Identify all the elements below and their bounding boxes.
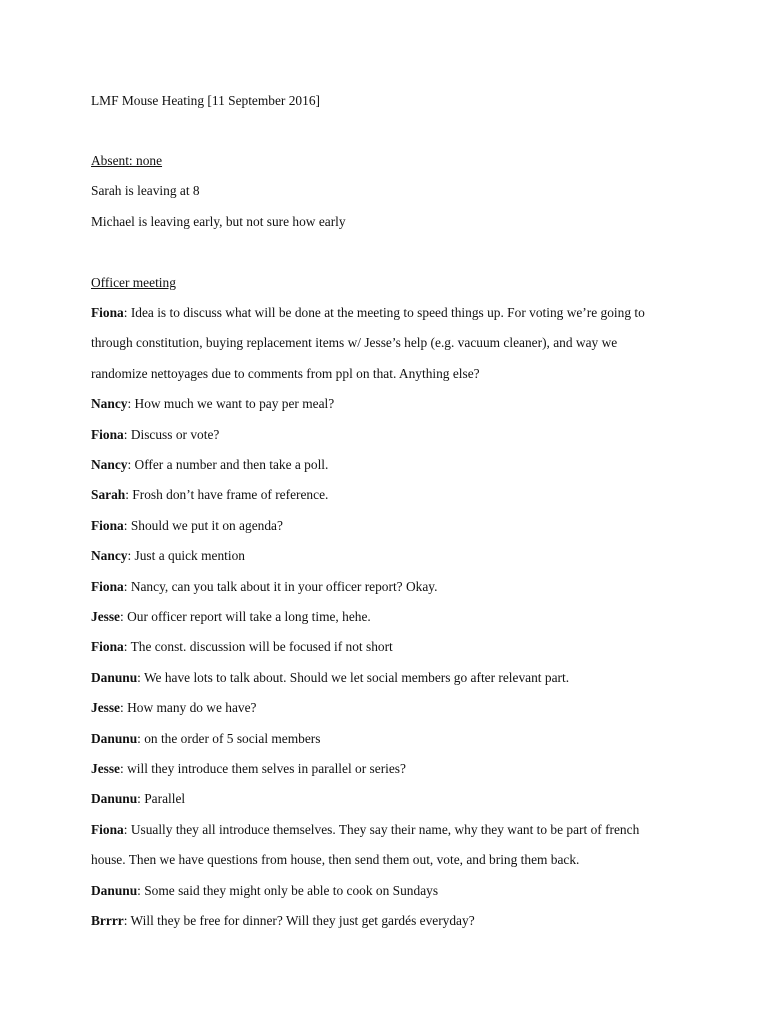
transcript-line	[91, 579, 730, 595]
utterance-text: : How many do we have?	[120, 700, 257, 716]
transcript-line	[91, 639, 730, 655]
speaker-name: Fiona	[91, 578, 124, 594]
speaker-name: Nancy	[91, 396, 128, 412]
transcript-line	[91, 427, 730, 443]
section-heading: Officer meeting	[91, 275, 176, 290]
absent-heading: Absent: none	[91, 153, 163, 168]
transcript-line	[91, 335, 730, 351]
speaker-name: Nancy	[91, 457, 128, 472]
speaker-name: Fiona	[91, 426, 124, 442]
speaker-name: Jesse	[91, 700, 121, 716]
utterance-text: : Offer a number and then take a poll.	[127, 457, 329, 472]
transcript-line	[91, 487, 730, 503]
utterance-text: : Frosh don’t have frame of reference.	[125, 487, 329, 503]
speaker-name: Fiona	[91, 639, 124, 655]
transcript-line	[91, 366, 730, 382]
speaker-name: Jesse	[91, 761, 121, 776]
transcript-line	[91, 913, 730, 929]
utterance-text: through constitution, buying replacement items w/ Jesse’s help (e.g. vacuum cleaner), and way we	[91, 335, 618, 351]
transcript-line	[91, 761, 730, 777]
transcript-line	[91, 791, 730, 807]
utterance-text: : Will they be free for dinner? Will they just get gardés everyday?	[123, 913, 475, 928]
utterance-text: : Our officer report will take a long time, hehe.	[120, 609, 371, 624]
utterance-text: : Idea is to discuss what will be done at the meeting to speed things up. For voting we’re going to	[123, 305, 645, 320]
utterance-text: : Some said they might only be able to cook on Sundays	[137, 882, 439, 898]
transcript-line	[91, 518, 730, 534]
transcript-line	[91, 457, 730, 473]
transcript-line	[91, 731, 730, 747]
transcript-line	[91, 700, 730, 716]
transcript-line	[91, 609, 730, 625]
transcript-line	[91, 305, 730, 321]
document-title: LMF Mouse Heating [11 September 2016]	[91, 93, 320, 108]
utterance-text: : How much we want to pay per meal?	[127, 396, 335, 412]
transcript-line	[91, 548, 730, 564]
utterance-text: randomize nettoyages due to comments from ppl on that. Anything else?	[91, 365, 480, 381]
speaker-name: Danunu	[91, 730, 138, 746]
speaker-name: Jesse	[91, 609, 121, 624]
utterance-text: : Usually they all introduce themselves. They say their name, why they want to be part of french	[123, 821, 640, 837]
transcript-line	[91, 883, 730, 899]
speaker-name: Sarah	[91, 487, 126, 503]
utterance-text: : will they introduce them selves in parallel or series?	[120, 761, 406, 776]
speaker-name: Fiona	[91, 821, 124, 837]
speaker-name: Nancy	[91, 548, 128, 564]
note-line: Sarah is leaving at 8	[91, 183, 200, 198]
speaker-name: Danunu	[91, 669, 138, 685]
utterance-text: house. Then we have questions from house, then send them out, vote, and bring them back.	[91, 852, 580, 868]
utterance-text: : We have lots to talk about. Should we let social members go after relevant part.	[137, 669, 570, 685]
speaker-name: Danunu	[91, 791, 138, 807]
speaker-name: Danunu	[91, 882, 138, 898]
speaker-name: Brrrr	[91, 913, 124, 928]
note-line: Michael is leaving early, but not sure how early	[91, 214, 346, 229]
transcript-line	[91, 396, 730, 412]
utterance-text: : Parallel	[137, 791, 186, 807]
utterance-text: : Should we put it on agenda?	[123, 517, 283, 533]
utterance-text: : on the order of 5 social members	[137, 730, 321, 746]
utterance-text: : Discuss or vote?	[123, 426, 220, 442]
transcript-line	[91, 670, 730, 686]
transcript-line	[91, 822, 730, 838]
utterance-text: : The const. discussion will be focused if not short	[123, 639, 393, 655]
utterance-text: : Just a quick mention	[127, 548, 245, 564]
utterance-text: : Nancy, can you talk about it in your officer report? Okay.	[123, 578, 438, 594]
speaker-name: Fiona	[91, 305, 124, 320]
speaker-name: Fiona	[91, 517, 124, 533]
transcript-line	[91, 852, 730, 868]
